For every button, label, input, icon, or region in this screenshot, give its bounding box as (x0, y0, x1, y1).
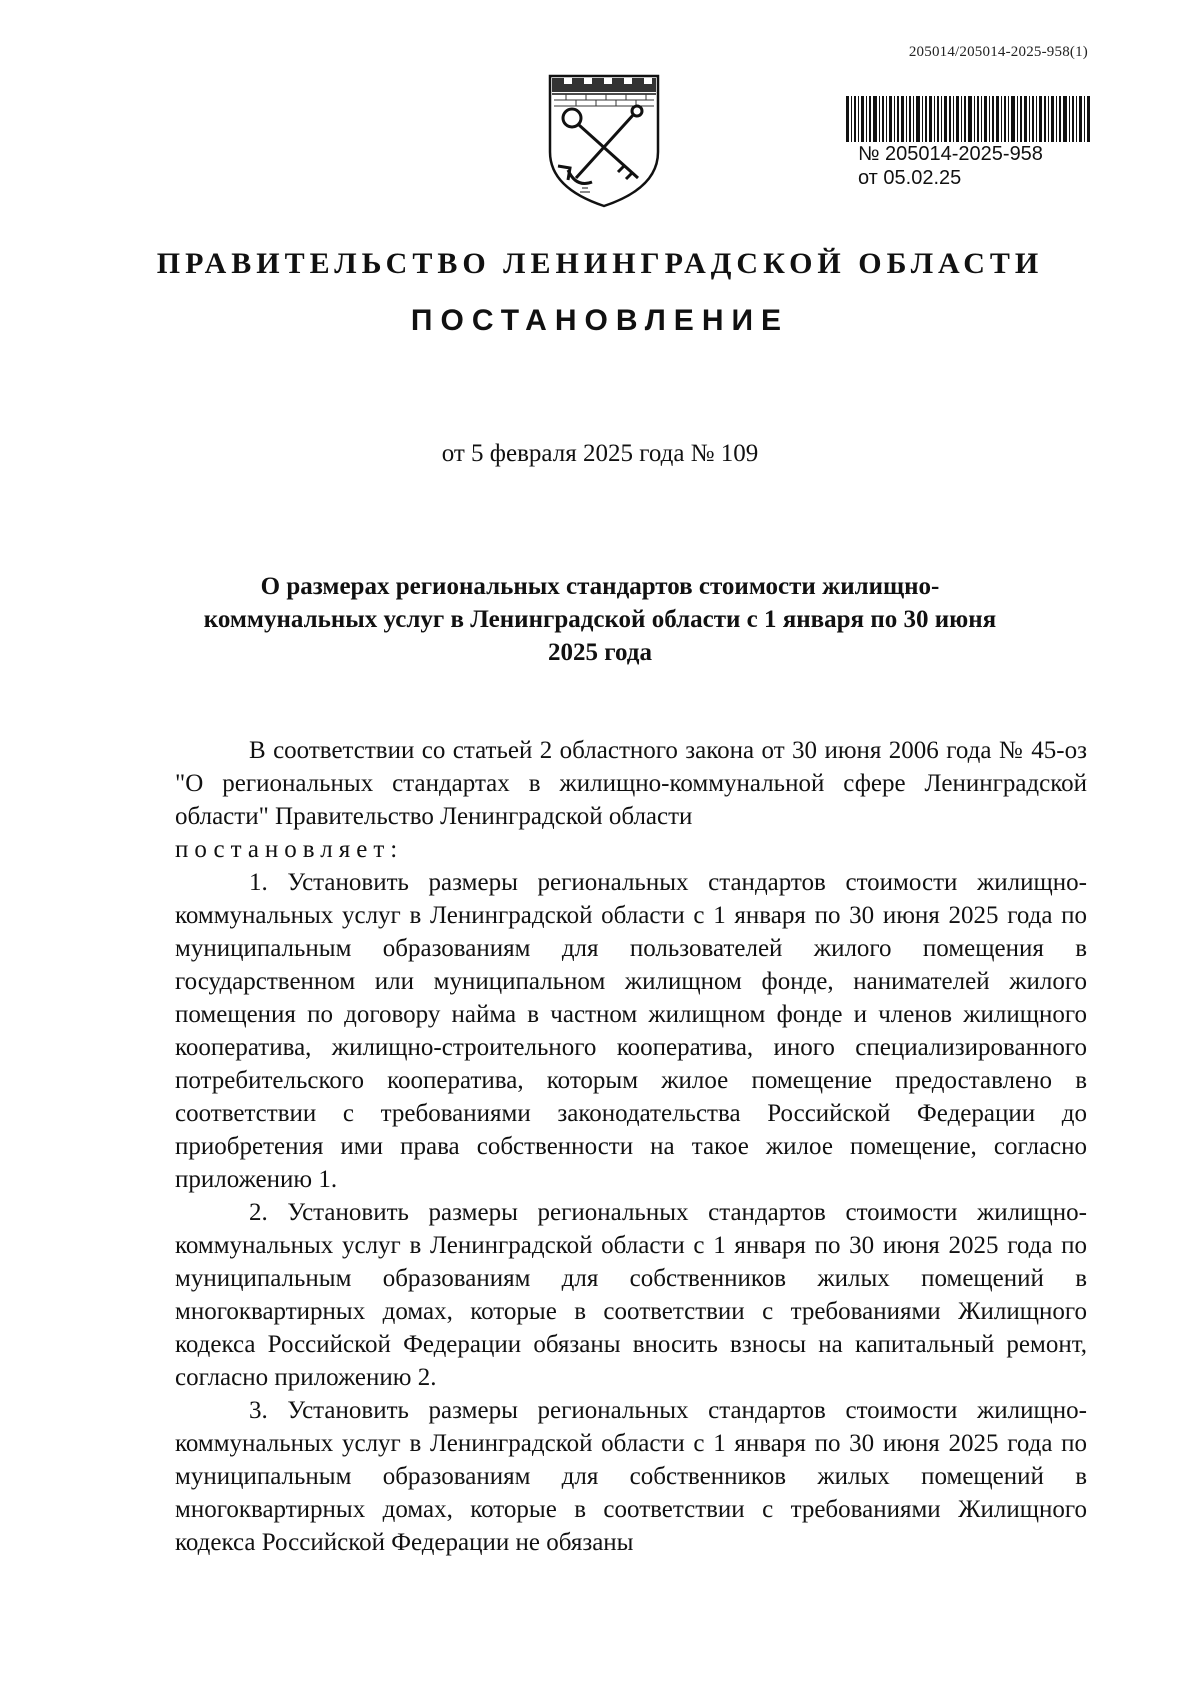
paragraph-1: 1. Установить размеры региональных стандартов стоимости жилищно-коммунальных услуг в Ленинградской области с 1 января по 30 июня 2025 года по муниципальным образованиям для пользователей жилого помещения в государственном или муниципальном жилищном фонде, нанимателей жилого помещения по договору найма в частном жилищном фонде и членов жилищного кооператива, жилищно-строительного кооператива, иного специализированного потребительского кооператива, которым жилое помещение предоставлено в соответствии с требованиями законодательства Российской Федерации до приобретения ими права собственности на такое жилое помещение, согласно приложению 1. (175, 869, 1087, 1193)
preamble-text: В соответствии со статьей 2 областного закона от 30 июня 2006 года № 45-оз "О региональных стандартах в жилищно-коммунальной сфере Ленинградской области" Правительство Ленинградской области (175, 737, 1087, 830)
paragraph-3: 3. Установить размеры региональных стандартов стоимости жилищно-коммунальных услуг в Ленинградской области с 1 января по 30 июня 2025 года по муниципальным образованиям для собственников жилых помещений в многоквартирных домах, которые в соответствии с требованиями Жилищного кодекса Российской Федерации не обязаны (175, 1397, 1087, 1556)
barcode-icon (846, 96, 1090, 142)
registration-date: от 05.02.25 (858, 167, 962, 189)
registration-number: № 205014-2025-958 (858, 143, 1043, 165)
barcode-block (846, 96, 1096, 190)
document-body (175, 734, 1087, 1559)
document-date-number: от 5 февраля 2025 года № 109 (441, 440, 759, 467)
document-type: ПОСТАНОВЛЕНИЕ (410, 304, 790, 337)
government-title: ПРАВИТЕЛЬСТВО ЛЕНИНГРАДСКОЙ ОБЛАСТИ (156, 247, 1044, 280)
paragraph-2: 2. Установить размеры региональных стандартов стоимости жилищно-коммунальных услуг в Ленинградской области с 1 января по 30 июня 2025 года по муниципальным образованиям для собственников жилых помещений в многоквартирных домах, которые в соответствии с требованиями Жилищного кодекса Российской Федерации обязаны вносить взносы на капитальный ремонт, согласно приложению 2. (175, 1199, 1087, 1391)
reference-code: 205014/205014-2025-958(1) (908, 44, 1088, 60)
decree-word: постановляет: (175, 836, 404, 863)
preamble-paragraph (175, 734, 1087, 866)
leningrad-oblast-coat-of-arms-icon (542, 70, 666, 210)
document-subject: О размерах региональных стандартов стоимости жилищно-коммунальных услуг в Ленинградской области с 1 января по 30 июня 2025 года (203, 573, 997, 666)
